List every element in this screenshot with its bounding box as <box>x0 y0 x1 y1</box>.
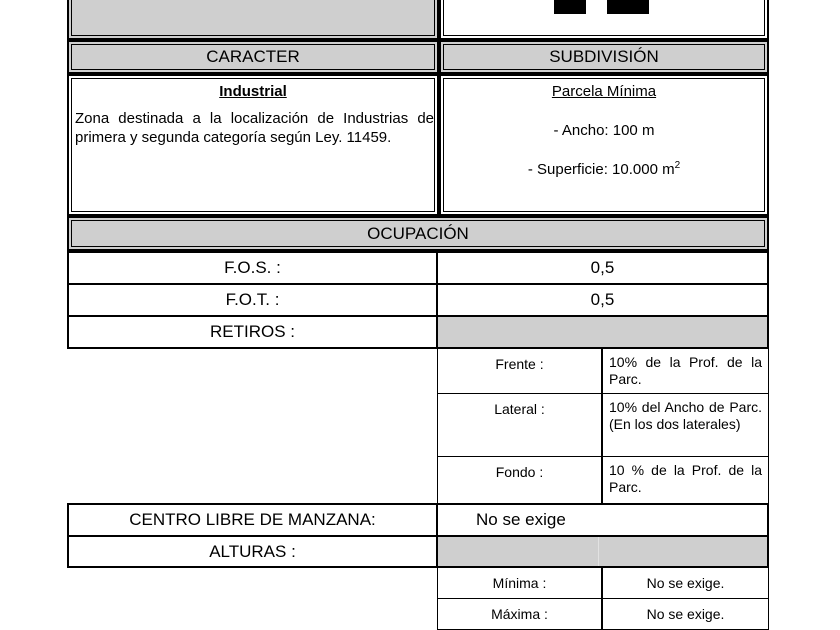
retiros-label-cell <box>67 315 438 349</box>
fos-label-cell <box>67 251 438 285</box>
subdivision-content <box>439 74 769 216</box>
caracter-content <box>67 74 439 216</box>
zone-code-block-right <box>607 0 649 14</box>
fot-label: F.O.T. : <box>225 290 280 309</box>
retiro-fondo-value-cell <box>602 456 769 504</box>
top-left-header-cell <box>67 0 439 40</box>
retiro-lateral-value: 10% del Ancho de Parc.(En los dos laterales) <box>609 399 762 432</box>
altura-maxima-label-cell <box>437 598 602 630</box>
altura-maxima-label: Máxima : <box>491 606 548 622</box>
retiro-fondo-label: Fondo : <box>495 464 544 480</box>
fos-value: 0,5 <box>590 258 615 277</box>
altura-maxima-value: No se exige. <box>646 606 725 622</box>
centro-libre-label: CENTRO LIBRE DE MANZANA: <box>129 510 376 529</box>
fot-value: 0,5 <box>590 290 615 309</box>
caracter-heading: Industrial <box>219 83 287 100</box>
subdivision-title: SUBDIVISIÓN <box>549 47 659 66</box>
fos-value-cell <box>436 251 769 285</box>
centro-libre-value-cell <box>436 503 769 537</box>
subdivision-superficie-text: - Superficie: 10.000 m <box>527 161 675 178</box>
fot-value-cell <box>436 283 769 317</box>
retiro-frente-value-cell <box>602 348 769 394</box>
alturas-label: ALTURAS : <box>209 541 296 561</box>
retiros-value-cell <box>436 315 769 349</box>
alturas-label-cell <box>67 535 438 568</box>
retiro-fondo-label-cell <box>437 456 602 504</box>
alturas-value-cell <box>436 535 769 568</box>
top-right-header-cell <box>439 0 769 40</box>
retiro-lateral-value-cell <box>602 393 769 457</box>
subdivision-ancho: - Ancho: 100 m <box>553 122 655 139</box>
altura-maxima-value-cell <box>602 598 769 630</box>
caracter-title: CARACTER <box>206 47 300 66</box>
retiro-lateral-label-cell <box>437 393 602 457</box>
ocupacion-header <box>67 216 769 251</box>
caracter-description-line-1: Zona destinada a la localización de Industrias de <box>75 110 434 127</box>
ocupacion-title: OCUPACIÓN <box>367 223 469 243</box>
alturas-value-divider <box>598 537 599 566</box>
retiro-lateral-label: Lateral : <box>494 401 545 417</box>
centro-libre-value: No se exige <box>476 510 566 529</box>
altura-minima-value-cell <box>602 567 769 599</box>
retiro-frente-value: 10% de la Prof. de la Parc. <box>609 354 762 387</box>
centro-libre-label-cell <box>67 503 438 537</box>
altura-minima-value: No se exige. <box>646 575 725 591</box>
retiro-frente-label-cell <box>437 348 602 394</box>
caracter-header <box>67 40 439 74</box>
altura-minima-label-cell <box>437 567 602 599</box>
altura-minima-label: Mínima : <box>492 575 547 591</box>
subdivision-superficie <box>441 160 767 178</box>
retiro-fondo-value: 10 % de la Prof. de la Parc. <box>609 462 762 495</box>
subdivision-header <box>439 40 769 74</box>
zone-code-block-left <box>554 0 586 14</box>
fot-label-cell <box>67 283 438 317</box>
retiro-frente-label: Frente : <box>495 356 544 372</box>
retiros-label: RETIROS : <box>209 322 295 341</box>
subdivision-superficie-exponent: 2 <box>674 160 681 171</box>
subdivision-heading: Parcela Mínima <box>551 83 657 100</box>
fos-label: F.O.S. : <box>224 258 281 277</box>
caracter-description-line-2: primera y segunda categoría según Ley. 11459. <box>75 129 392 146</box>
